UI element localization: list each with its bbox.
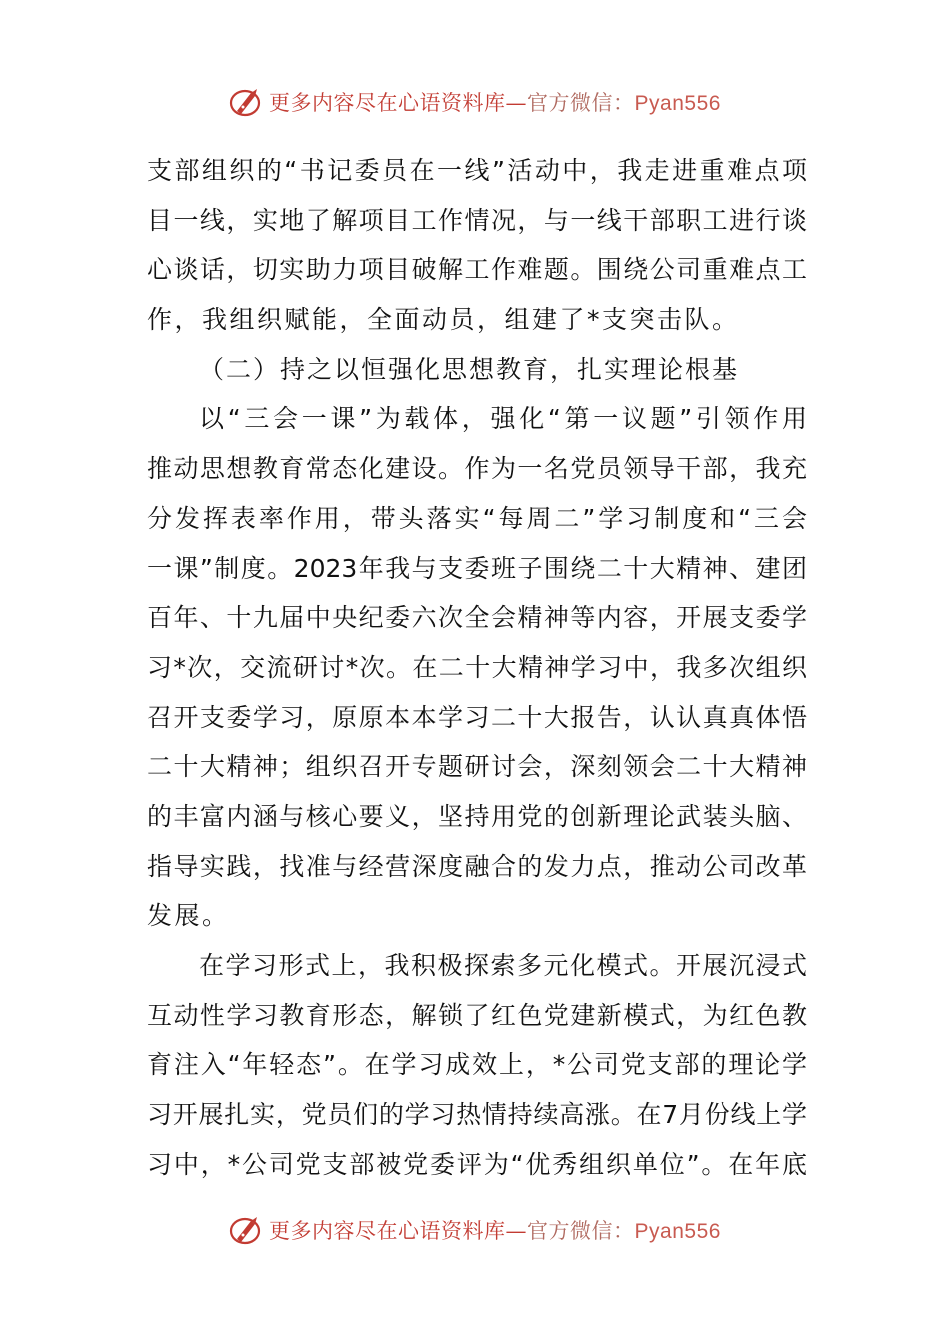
footer-banner xyxy=(0,1210,950,1250)
body-line: 习中，*公司党支部被党委评为“优秀组织单位”。在年底 xyxy=(147,1149,807,1179)
footer-dash: — xyxy=(505,1219,528,1243)
fountain-pen-logo-icon xyxy=(229,1213,263,1247)
body-line: 目一线，实地了解项目工作情况，与一线干部职工进行谈 xyxy=(147,205,807,235)
body-line: 的丰富内涵与核心要义，坚持用党的创新理论武装头脑、 xyxy=(147,801,807,831)
body-line: 指导实践，找准与经营深度融合的发力点，推动公司改革 xyxy=(147,851,807,881)
body-line: 百年、十九届中央纪委六次全会精神等内容，开展支委学 xyxy=(147,603,807,633)
body-line: 心谈话，切实助力项目破解工作难题。围绕公司重难点工 xyxy=(147,255,807,285)
body-line: 分发挥表率作用，带头落实“每周二”学习制度和“三会 xyxy=(147,503,807,533)
footer-brand: 更多内容尽在心语资料库 xyxy=(269,1219,506,1243)
header-wechat-id: Pyan556 xyxy=(634,92,721,115)
body-line: 召开支委学习，原原本本学习二十大报告，认认真真体悟 xyxy=(147,702,807,732)
section-heading: （二）持之以恒强化思想教育，扎实理论根基 xyxy=(199,354,740,384)
body-line: 习开展扎实，党员们的学习热情持续高涨。在7月份线上学 xyxy=(147,1100,807,1130)
footer-wechat-id: Pyan556 xyxy=(634,1220,721,1243)
header-dash: — xyxy=(505,91,528,115)
header-banner xyxy=(0,82,950,122)
footer-wechat-label: 官方微信： xyxy=(527,1219,635,1243)
body-line: 二十大精神；组织召开专题研讨会，深刻领会二十大精神 xyxy=(147,752,807,782)
body-line: 支部组织的“书记委员在一线”活动中，我走进重难点项 xyxy=(147,156,807,185)
body-line: 习*次，交流研讨*次。在二十大精神学习中，我多次组织 xyxy=(147,652,807,682)
body-line: 育注入“年轻态”。在学习成效上，*公司党支部的理论学 xyxy=(147,1050,807,1080)
footer-banner-text xyxy=(269,1215,721,1245)
header-wechat-label: 官方微信： xyxy=(527,91,635,115)
body-line: 一课”制度。2023年我与支委班子围绕二十大精神、建团 xyxy=(147,553,807,583)
body-line: 以“三会一课”为载体，强化“第一议题”引领作用 xyxy=(199,404,807,434)
body-line: 互动性学习教育形态，解锁了红色党建新模式，为红色教 xyxy=(147,1000,807,1030)
fountain-pen-logo-icon xyxy=(229,85,263,119)
document-body xyxy=(147,146,807,1189)
body-line: 在学习形式上，我积极探索多元化模式。开展沉浸式 xyxy=(199,951,807,980)
header-banner-text xyxy=(269,87,721,117)
body-line: 发展。 xyxy=(147,901,230,931)
body-line: 推动思想教育常态化建设。作为一名党员领导干部，我充 xyxy=(147,454,807,484)
header-brand: 更多内容尽在心语资料库 xyxy=(269,91,506,115)
body-line: 作，我组织赋能，全面动员，组建了*支突击队。 xyxy=(147,305,740,335)
